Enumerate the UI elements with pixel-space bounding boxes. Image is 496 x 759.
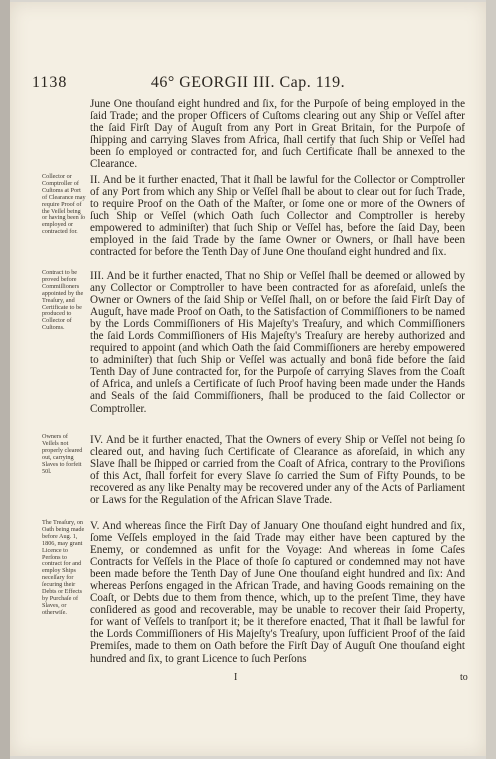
signature-mark: I [234,672,238,683]
book-binding-edge [0,0,10,759]
margin-note-section-3: Contract to be proved before Commiſſioners appointed by the Treaſury, and Certificate to be produced to Collector of Cuſtoms. [42,269,84,332]
paragraph-section-3: III. And be it further enacted, That no Ship or Veſſel ſhall be deemed or allowed by any Collector or Comptroller to have been contracted for as aforeſaid, unleſs the Owner or Owners of the ſaid Ship or Veſſel ſhall, on or before the ſaid Firſt Day of Auguſt, have made Proof on Oath, to the Satisfaction of Commiſſioners to be named by the Lords Commiſſioners of His Majeſty's Treaſury, and which Commiſſioners the ſaid Lords Commiſſioners of His Majeſty's Treaſury are hereby authorized and required to appoint (and which Oath the ſaid Commiſſioners are hereby empowered to adminiſter) that ſuch Ship or Veſſel was actually and bonâ fide before the ſaid Tenth Day of June contracted for, for the Purpoſe of carrying Slaves from the Coaſt of Africa, and unleſs a Certificate of ſuch Proof having been made under the Hands and Seals of the ſaid Commiſſioners, ſhall be produced to the ſaid Collector or Comptroller. [90,270,465,415]
paragraph-section-4: IV. And be it further enacted, That the Owners of every Ship or Veſſel not being ſo cleared out, and having ſuch Certificate of Clearance as aforeſaid, in which any Slave ſhall be ſhipped or carried from the Coaſt of Africa, contrary to the Proviſions of this Act, ſhall forfeit for every Slave ſo carried the Sum of Fifty Pounds, to be recovered as any like Penalty may be recovered under any of the Acts of Parliament or Laws for the Regulation of the African Slave Trade. [90,434,465,507]
margin-note-section-4: Owners of Veſſels not properly cleared out, carrying Slaves to forfeit 50l. [42,433,83,475]
paragraph-section-2: II. And be it further enacted, That it ſhall be lawful for the Collector or Comptroller of any Port from which any Ship or Veſſel ſhall be about to clear out for ſuch Trade, to require Proof on the Oath of the Maſter, or ſome one or more of the Owners of ſuch Ship or Veſſel (which Oath ſuch Collector and Comptroller is hereby empowered to adminiſter) that ſuch Ship or Veſſel has, before the ſaid Day, been employed in the ſaid Trade by the ſame Owner or Owners, or ſhall have been contracted for before the Tenth Day of June One thouſand eight hundred and ſix. [90,174,465,259]
page-footer [10,672,486,686]
paragraph-section-5: V. And whereas ſince the Firſt Day of January One thouſand eight hundred and ſix, ſome Veſſels employed in the ſaid Trade may either have been captured by the Enemy, or condemned as unfit for the Voyage: And whereas in ſome Caſes Contracts for Veſſels in the Place of thoſe ſo captured or condemned may not have been made before the Tenth Day of June One thouſand eight hundred and ſix: And whereas Perſons engaged in the African Trade, and having Goods remaining on the Coaſt, or Debts due to them from thence, which, up to the preſent Time, they have conſidered as good and recoverable, may be unable to recover their ſaid Property, for want of Veſſels to tranſport it; be it therefore enacted, That it ſhall be lawful for the Lords Commiſſioners of His Majeſty's Treaſury, upon ſufficient Proof of the ſaid Premiſes, made to them on Oath before the Firſt Day of Auguſt One thouſand eight hundred and ſix, to grant Licence to ſuch Perſons [90,520,465,665]
catchword: to [460,672,468,683]
adjacent-page-edge [486,0,496,759]
paragraph-continuation: June One thouſand eight hundred and ſix, for the Purpoſe of being employed in the ſaid Trade; and the proper Officers of Cuſtoms clearing out any Ship or Veſſel after the ſaid Firſt Day of Auguſt from any Port in Great Britain, for the Purpoſe of ſhipping and carrying Slaves from Africa, ſhall certify that ſuch Ship or Veſſel had been ſo employed or contracted for, and ſuch Certificate ſhall be annexed to the Clearance. [90,98,465,171]
margin-note-section-2: Collector or Comptroller of Cuſtoms at Port of Clearance may require Proof of the Veſſel being or having been ſo employed or contracted for. [42,173,86,236]
page-number: 1138 [32,74,68,91]
page-header [10,74,486,96]
margin-note-section-5: The Treaſury, on Oath being made before Aug. 1, 1806, may grant Licence to Perſons to contract for and employ Ships neceſſary for ſecuring their Debts or Effects by Purchaſe of Slaves, or otherwiſe. [42,519,85,616]
document-page [10,2,486,756]
running-title: 46° GEORGII III. Cap. 119. [150,74,346,91]
